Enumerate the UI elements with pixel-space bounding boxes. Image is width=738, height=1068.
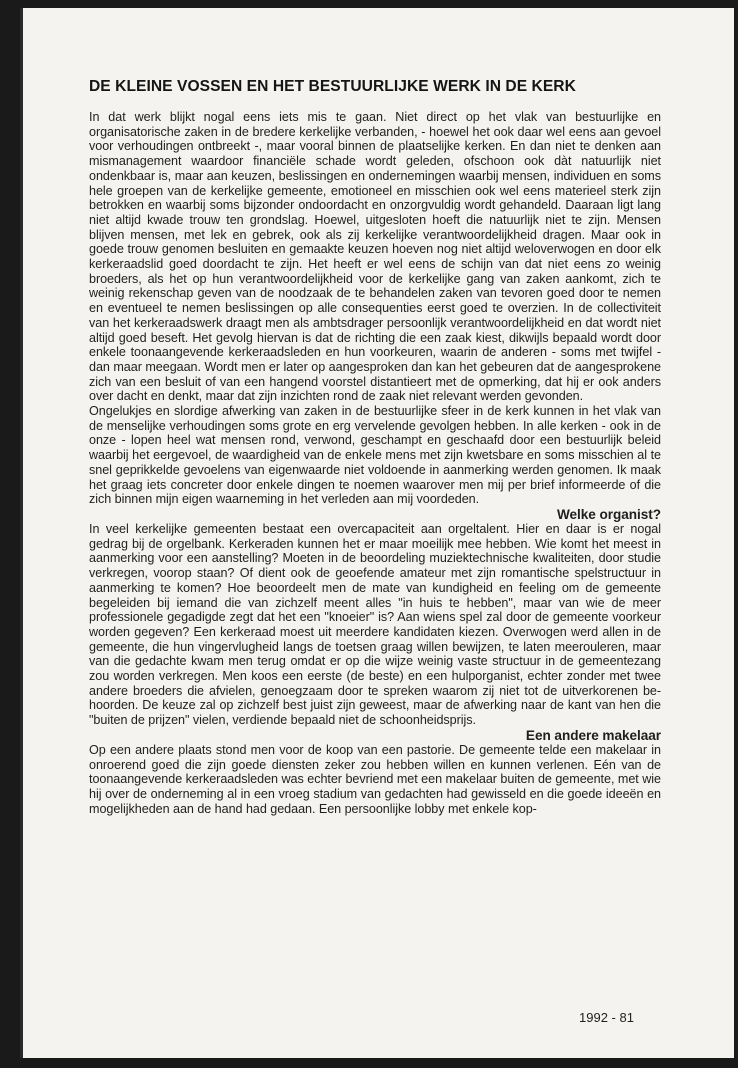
subheading-welke-organist: Welke organist? — [557, 506, 661, 522]
article-title: DE KLEINE VOSSEN EN HET BESTUURLIJKE WERK IN DE KERK — [89, 78, 576, 95]
page-number: 1992 - 81 — [579, 1010, 634, 1025]
paragraph-1: In dat werk blijkt nogal eens iets mis te gaan. Niet direct op het vlak van bestuurlijke en organisatorische zaken in de bredere kerkelijke verbanden, - hoewel het ook daar wel eens aan gevoel voor verhoudingen ontbreekt -, maar vooral binnen de plaatselijke kerken. En dan niet te denken aan mismanagement waardoor financiële schade wordt geleden, ofschoon ook dàt natuurlijk niet ondenkbaar is, maar aan keuzen, beslissingen en ondernemingen waarbij mensen, individuen en soms hele groepen van de kerkelijke gemeente, emotioneel en misschien ook wel eens materieel sterk zijn betrokken en waarbij soms bijzonder ondoordacht en onzorgvuldig wordt gehandeld. Daaraan ligt lang niet altijd kwade trouw ten grondslag. Hoewel, uitgesloten hoeft die natuurlijk niet te zijn. Mensen blijven mensen, met lek en gebrek, ook als zij kerkelijke verantwoordelijkheid dragen. Maar ook in goede trouw genomen besluiten en gemaakte keuzen hoeven nog niet altijd weloverwogen en door elk kerkeraadslid goed doordacht te zijn. Het heeft er wel eens de schijn van dat niet eens zo weinig broeders, als het op hun verantwoordelijkheid voor de kerkelijke gang van zaken aankomt, zich te weinig rekenschap geven van de noodzaak de te behandelen zaken van tevoren goed door te nemen en eventueel te nemen beslissingen op alle consequenties eerst goed te overzien. In de collectiviteit van het kerkeraadswerk draagt men als ambtsdrager persoonlijk verantwoordelijkheid en dat wordt niet altijd goed beseft. Het gevolg hiervan is dat de richting die een zaak kiest, dikwijls bepaald wordt door enkele toonaangevende kerkeraadsleden en hun voorkeuren, waarin de anderen - soms met twijfel - dan maar meegaan. Wordt men er later op aangesproken dan kan het gebeuren dat de aangesprokene zich van een besluit of van een hangend voorstel distantieert met de opmerking, dat hij er ook anders over dacht en denkt, maar dat zijn inzichten rond de zaak niet relevant werden gevonden. — [89, 110, 661, 404]
article-body — [89, 78, 661, 816]
paragraph-4: Op een andere plaats stond men voor de koop van een pastorie. De gemeente telde een makelaar in onroerend goed die zijn goede diensten zeker zou hebben willen en kunnen verlenen. Eén van de toonaangevende kerkeraadsleden was echter bevriend met een makelaar buiten de gemeente, met wie hij over de onderneming al in een vroeg stadium van gedachten had gewisseld en die goede ideeën en mogelijkheden aan de hand had gedaan. Een persoonlijke lobby met enkele kop- — [89, 742, 661, 816]
document-page — [20, 8, 734, 1058]
subheading-een-andere-makelaar: Een andere makelaar — [525, 727, 661, 743]
paragraph-2: Ongelukjes en slordige afwerking van zaken in de bestuurlijke sfeer in de kerk kunnen in het vlak van de menselijke verhoudingen soms grote en erg vervelende gevolgen hebben. In alle kerken - ook in de onze - lopen heel wat mensen rond, verwond, geschampt en geschaafd door een bestuurlijk beleid waarbij het eergevoel, de waardigheid van de enkele mens met zijn kwetsbare en soms misschien al te snel geprikkelde gevoelens van eigenwaarde niet voldoende in aanmerking werden genomen. Ik maak het graag iets concreter door enkele dingen te noemen waarover men mij per brief informeerde of die zich binnen mijn eigen waarneming in het verleden aan mij voordeden. — [89, 404, 661, 507]
paragraph-3: In veel kerkelijke gemeenten bestaat een overcapaciteit aan orgeltalent. Hier en daar is er nogal gedrag bij de orgelbank. Kerkeraden kunnen het er maar moeilijk mee hebben. Wie komt het meest in aanmerking voor een aanstelling? Moeten in de beoordeling muziektechnische kwaliteiten, door studie verkregen, voorop staan? Of dient ook de geoefende amateur met zijn romantische spelstructuur in aanmerking te komen? Hoe beoordeelt men de mate van kundigheid en feeling om de gemeente begeleiden bij iemand die van zichzelf meent alles "in huis te hebben", maar van wie de meer professionele gegadigde zegt dat het een "knoeier" is? Aan wiens spel zal door de gemeente voorkeur worden gegeven? Een kerkeraad moest uit meerdere kandidaten kiezen. Overwogen werd allen in de gemeente, die hun vingervlugheid langs de toetsen graag willen bewijzen, te laten meerouleren, maar van die gedachte kwam men terug omdat er op die wijze weinig vaste structuur in de gemeentezang zou worden verkregen. Men koos een eerste (de beste) en een hulporganist, echter zonder met twee andere broeders die afvielen, genoegzaam door te spreken waarom zij niet tot de uitverkorenen be-hoorden. De keuze zal op zichzelf best juist zijn geweest, maar de afwerking naar de kant van hen die "buiten de prijzen" vielen, verdiende bepaald niet de schoonheidsprijs. — [89, 521, 661, 728]
